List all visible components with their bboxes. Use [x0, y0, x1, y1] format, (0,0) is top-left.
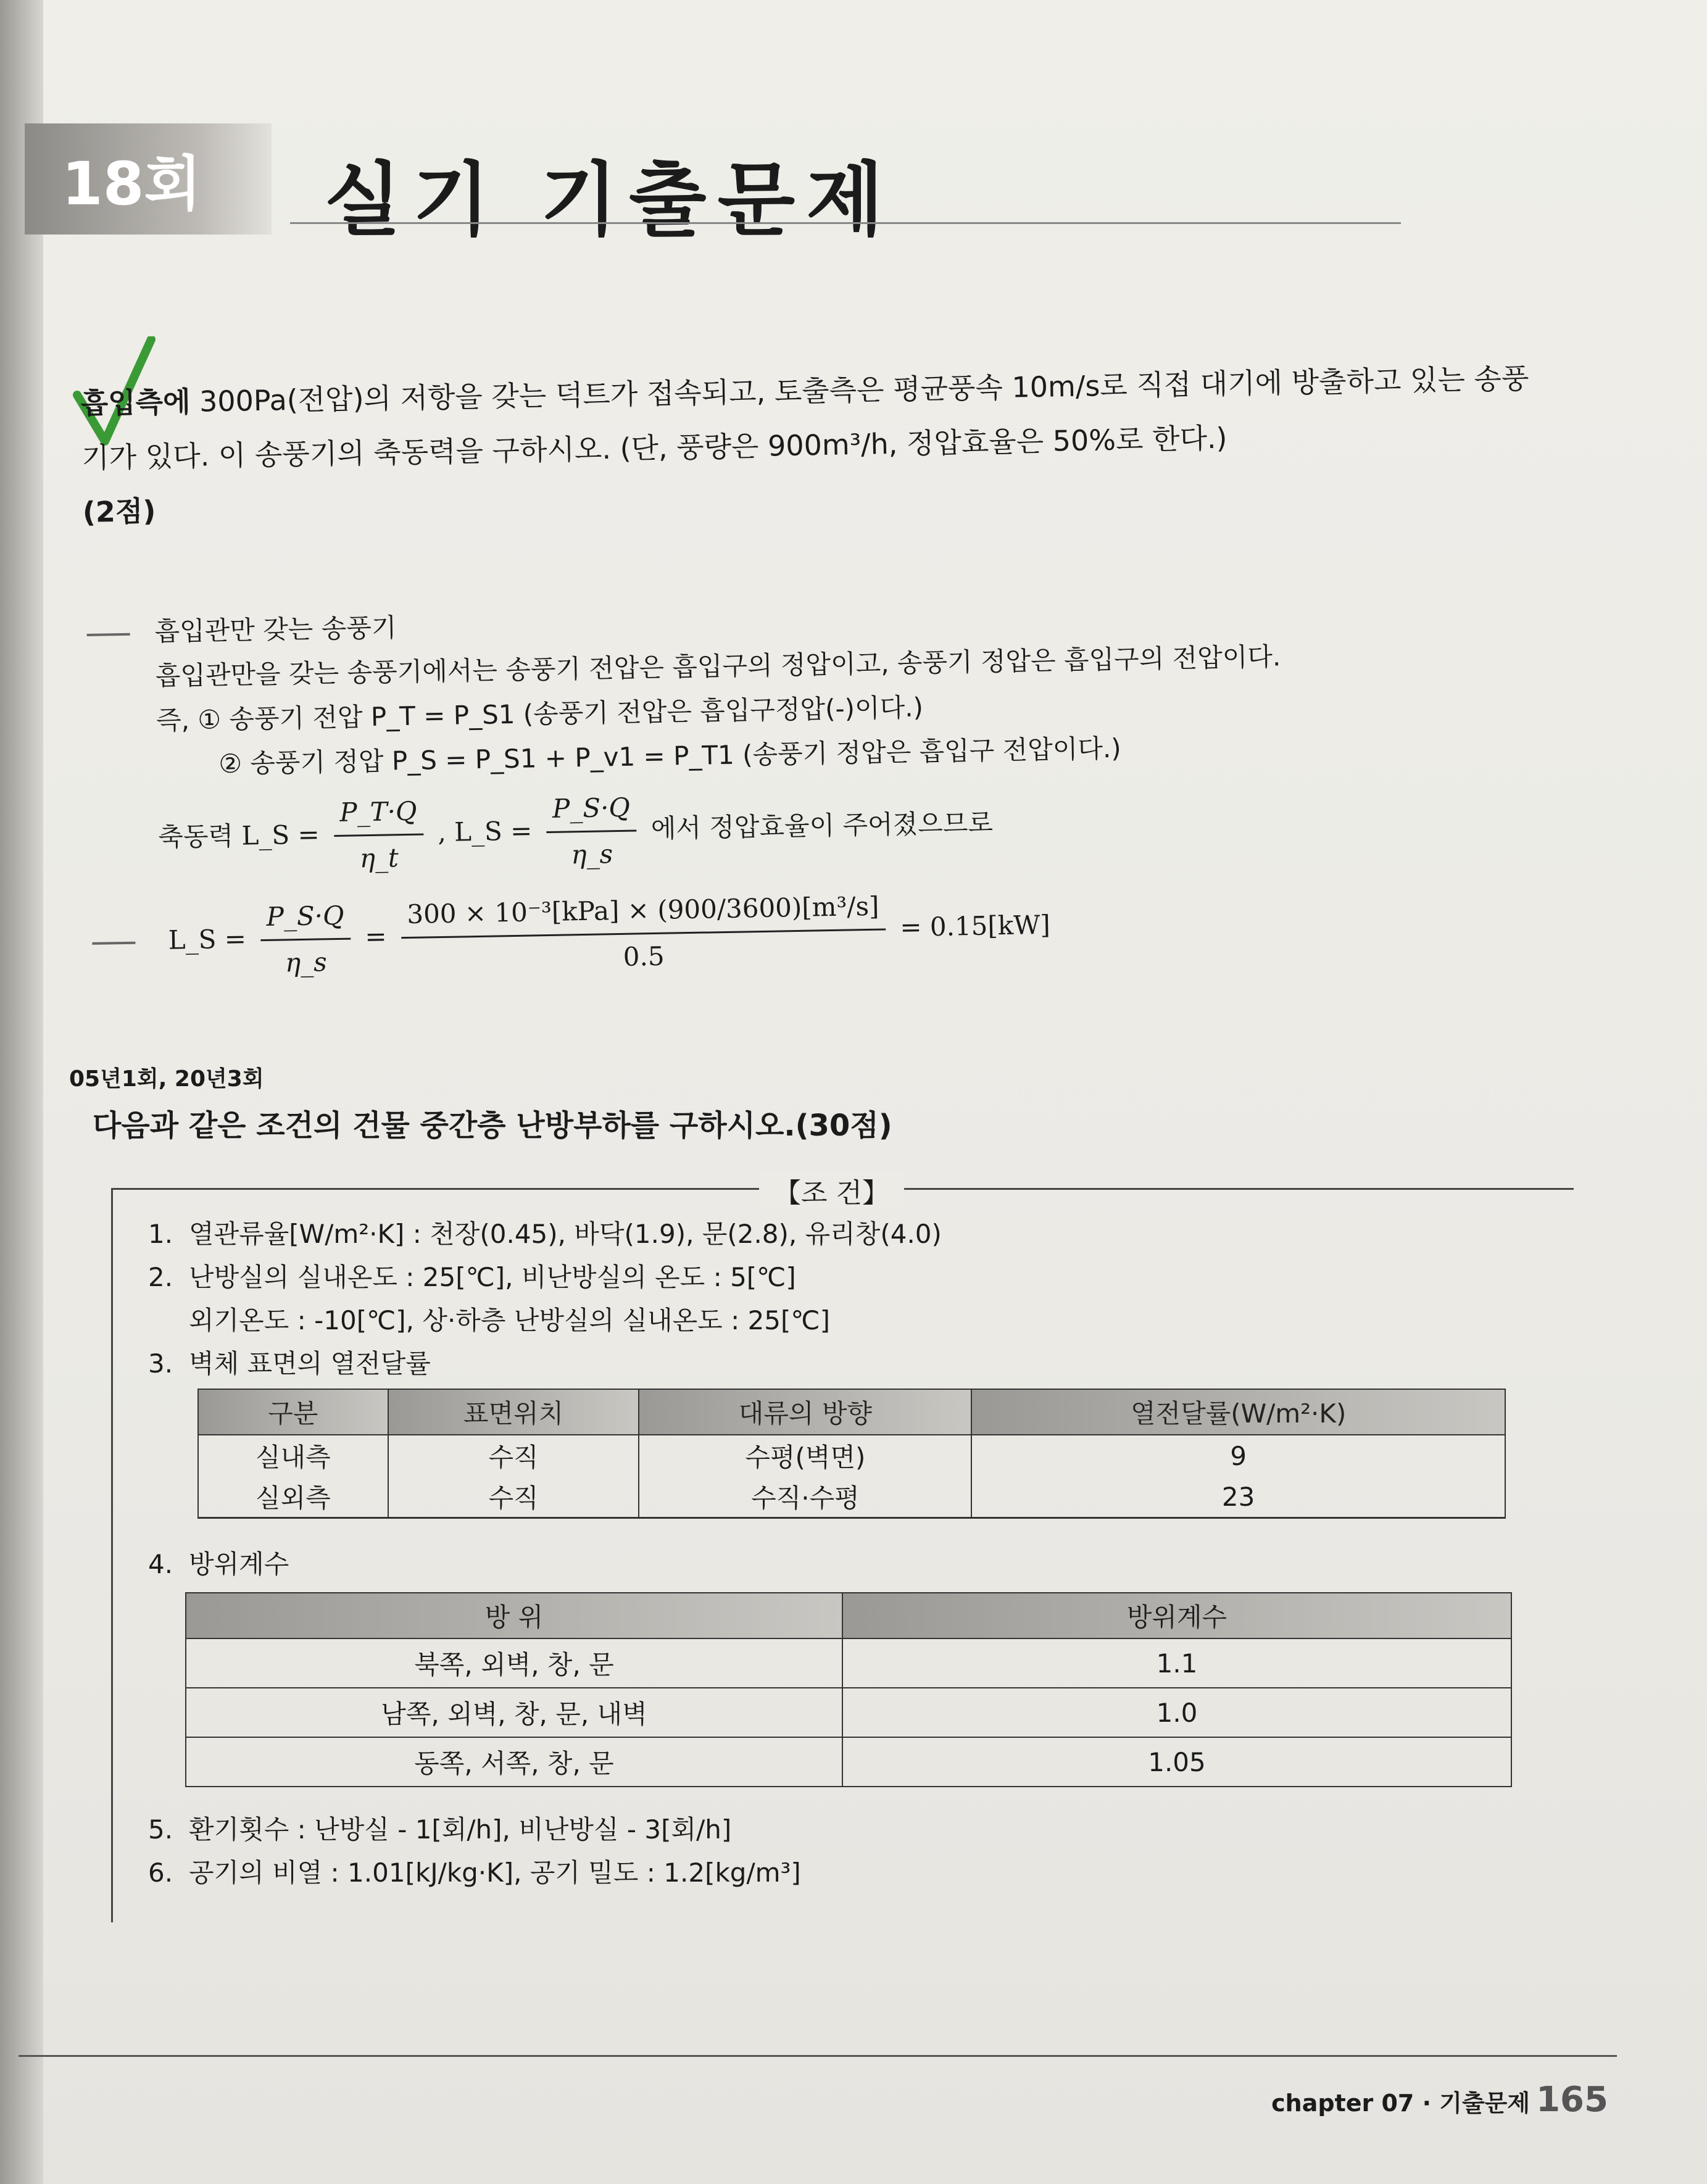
- footer-divider: [19, 2055, 1617, 2057]
- fraction-static-num: P_S·Q: [546, 786, 636, 834]
- table-header: 대류의 방향: [639, 1389, 971, 1435]
- orientation-table: [185, 1592, 1512, 1787]
- question-1-points: (2점): [82, 494, 156, 529]
- condition-item: 3. 벽체 표면의 열전달률: [148, 1348, 431, 1379]
- condition-items-5-6: [148, 1808, 1568, 1895]
- conditions-title: 【조 건】: [759, 1171, 904, 1210]
- table-row: 동쪽, 서쪽, 창, 문 1.05: [186, 1737, 1511, 1787]
- table-header: 구분: [198, 1389, 388, 1435]
- solution-line-1: 흡입관만을 갖는 송풍기에서는 송풍기 전압은 흡입구의 정압이고, 송풍기 정압은 흡입구의 전압이다.: [155, 641, 1281, 692]
- fraction-values: [401, 884, 887, 983]
- solution-line-3: ② 송풍기 정압 P_S = P_S1 + P_v1 = P_T1 (송풍기 정압은 흡입구 전압이다.): [218, 733, 1122, 779]
- chapter-badge: [25, 123, 272, 235]
- condition-item-4: 4. 방위계수: [148, 1549, 289, 1579]
- fraction-static-den: η_s: [570, 839, 613, 870]
- fraction-answer: [260, 894, 351, 986]
- table-header: 방위계수: [842, 1593, 1511, 1638]
- badge-label: 18회: [62, 149, 202, 218]
- fraction-values-num: 300 × 10⁻³[kPa] × (900/3600)[m³/s]: [401, 884, 886, 939]
- fraction-total-num: P_T·Q: [333, 789, 423, 837]
- condition-item: 외기온도 : -10[℃], 상·하층 난방실의 실내온도 : 25[℃]: [189, 1305, 830, 1335]
- table-row: 실내측 수직 수평(벽면) 9: [198, 1435, 1505, 1476]
- table-row: 남쪽, 외벽, 창, 문, 내벽 1.0: [186, 1688, 1511, 1737]
- fraction-answer-num: P_S·Q: [260, 894, 351, 942]
- heat-transfer-table: [197, 1389, 1506, 1519]
- page-title: 실기 기출문제: [324, 153, 895, 247]
- page-number: 165: [1536, 2080, 1608, 2120]
- conditions-list: [148, 1213, 1568, 1385]
- solution-marker: [87, 633, 130, 636]
- table-row: 북쪽, 외벽, 창, 문 1.1: [186, 1638, 1511, 1688]
- footer-label: chapter 07 · 기출문제: [1271, 2090, 1530, 2117]
- solution-1: [86, 586, 1512, 989]
- ls-symbol-b: , L_S =: [437, 815, 533, 848]
- table-header: 방 위: [186, 1593, 842, 1638]
- power-label: 축동력: [157, 820, 234, 853]
- header-divider: [290, 222, 1401, 224]
- table-header-row: [198, 1389, 1505, 1435]
- table-header: 열전달률(W/m²·K): [971, 1389, 1505, 1435]
- question-1-text: 300Pa(전압)의 저항을 갖는 덕트가 접속되고, 토출측은 평균풍속 10m/s로 직접 대기에 방출하고 있는 송풍기가 있다. 이 송풍기의 축동력을 구하시오. (단, 풍량은 900m³/h, 정압효율은 50%로 한다.): [81, 362, 1529, 475]
- question-1: [80, 351, 1551, 539]
- power-tail: 에서 정압효율이 주어졌으므로: [650, 807, 994, 844]
- fraction-total: [333, 789, 425, 882]
- equals-sign: =: [364, 921, 388, 952]
- table-header-row: [186, 1593, 1511, 1638]
- table-row: 실외측 수직 수직·수평 23: [198, 1476, 1505, 1518]
- question-2: 다음과 같은 조건의 건물 중간층 난방부하를 구하시오.(30점): [93, 1108, 892, 1143]
- ls-symbol-a: L_S =: [241, 819, 320, 851]
- ls-symbol-c: L_S =: [168, 923, 247, 955]
- footer: [1271, 2080, 1608, 2120]
- fraction-static: [546, 786, 637, 878]
- fraction-answer-den: η_s: [284, 947, 328, 978]
- condition-item: 5. 환기횟수 : 난방실 - 1[회/h], 비난방실 - 3[회/h]: [148, 1814, 732, 1845]
- condition-item: 6. 공기의 비열 : 1.01[kJ/kg·K], 공기 밀도 : 1.2[kg/m³]: [148, 1858, 801, 1888]
- fraction-values-den: 0.5: [623, 940, 665, 972]
- table-header: 표면위치: [388, 1389, 639, 1435]
- fraction-total-den: η_t: [359, 842, 399, 874]
- condition-item: 1. 열관류율[W/m²·K] : 천장(0.45), 바닥(1.9), 문(2.8), 유리창(4.0): [148, 1219, 942, 1249]
- answer-result: = 0.15[kW]: [899, 909, 1051, 943]
- answer-marker: [92, 941, 135, 944]
- condition-item: 2. 난방실의 실내온도 : 25[℃], 비난방실의 온도 : 5[℃]: [148, 1262, 796, 1292]
- solution-heading: 흡입관만 갖는 송풍기: [154, 612, 397, 647]
- question-1-lead: 흡입측에: [80, 384, 191, 420]
- question-2-ref: 05년1회, 20년3회: [69, 1066, 264, 1092]
- page-shadow: [0, 0, 43, 2184]
- solution-line-2: 즉, ① 송풍기 전압 P_T = P_S1 (송풍기 전압은 흡입구정압(-)이다.): [156, 692, 924, 736]
